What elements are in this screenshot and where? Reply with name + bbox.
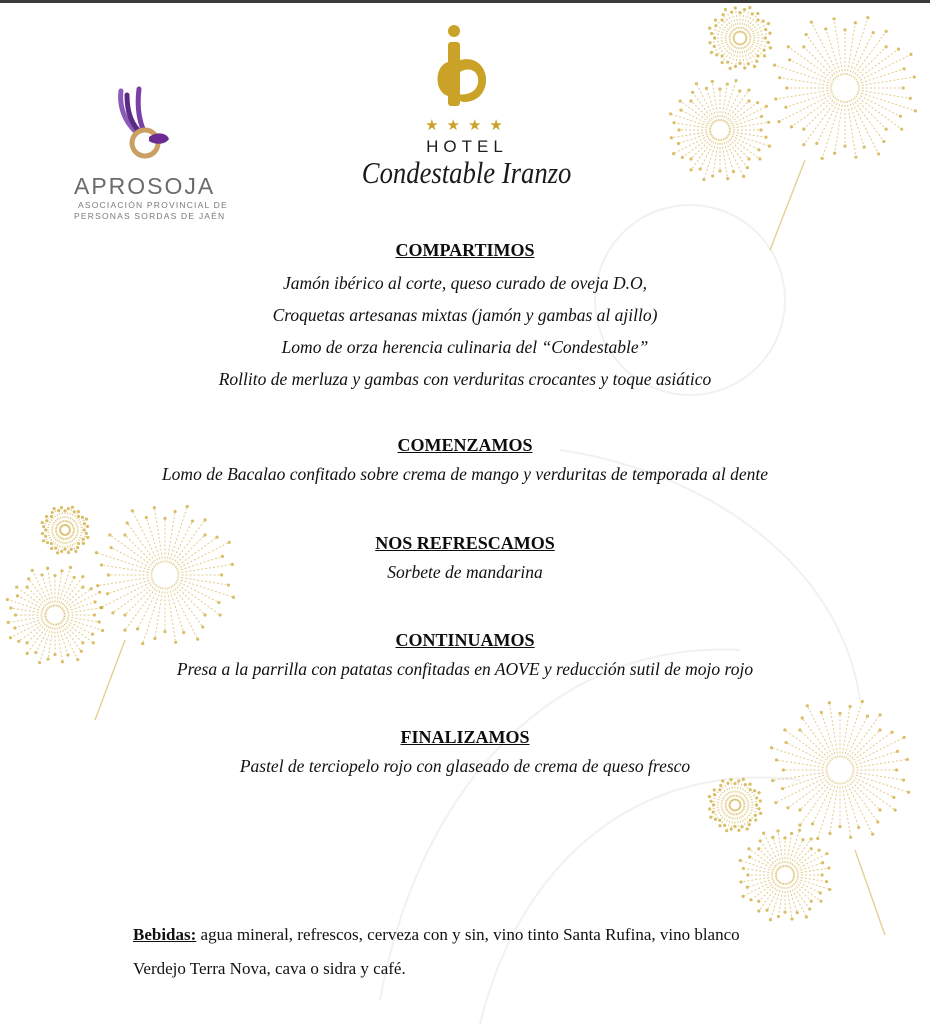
dish-item: Lomo de Bacalao confitado sobre crema de mango y verduritas de temporada al dente <box>161 464 769 484</box>
hotel-monogram-icon <box>430 22 500 114</box>
dish-item: Croquetas artesanas mixtas (jamón y gambas al ajillo) <box>272 305 658 325</box>
dish-item: Pastel de terciopelo rojo con glaseado de crema de queso fresco <box>239 756 691 776</box>
hotel-logo <box>345 22 585 191</box>
hotel-word: HOTEL <box>426 137 508 156</box>
dish-item: Presa a la parrilla con patatas confitadas en AOVE y reducción sutil de mojo rojo <box>176 659 754 679</box>
dish-item: Lomo de orza herencia culinaria del “Condestable” <box>281 337 649 357</box>
dish-item: Sorbete de mandarina <box>387 562 543 582</box>
drinks-note <box>133 918 793 986</box>
section-continuamos <box>0 630 930 685</box>
section-nos-refrescamos <box>0 533 930 588</box>
hotel-name: Condestable Iranzo <box>361 155 572 190</box>
section-compartimos <box>0 240 930 395</box>
section-heading: FINALIZAMOS <box>400 727 530 747</box>
drinks-text: agua mineral, refrescos, cerveza con y sin, vino tinto Santa Rufina, vino blanco Verdejo Terra Nova, cava o sidra y café. <box>133 925 740 978</box>
section-heading: COMPARTIMOS <box>395 240 535 260</box>
aprosoja-subtitle-line2: PERSONAS SORDAS DE JAÉN <box>74 211 226 221</box>
aprosoja-name: APROSOJA <box>74 173 216 199</box>
aprosoja-subtitle-line1: ASOCIACIÓN PROVINCIAL DE <box>78 200 228 210</box>
drinks-label: Bebidas: <box>133 925 197 944</box>
section-heading: COMENZAMOS <box>397 435 533 455</box>
dish-item: Jamón ibérico al corte, queso curado de oveja D.O, <box>282 273 647 293</box>
section-heading: CONTINUAMOS <box>395 630 535 650</box>
hotel-stars: ★★★★ <box>425 118 511 134</box>
aprosoja-emblem-icon <box>113 85 183 165</box>
section-comenzamos <box>0 435 930 490</box>
dish-item: Rollito de merluza y gambas con verduritas crocantes y toque asiático <box>218 369 712 389</box>
top-border <box>0 0 930 3</box>
section-heading: NOS REFRESCAMOS <box>375 533 555 553</box>
section-finalizamos <box>0 727 930 782</box>
